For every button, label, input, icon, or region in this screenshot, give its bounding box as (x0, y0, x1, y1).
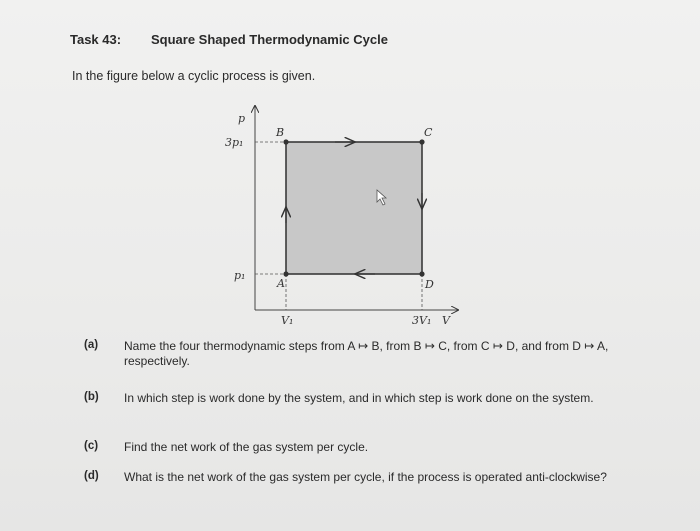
y-axis-label: p (238, 112, 246, 125)
x-tick-v1: V₁ (281, 314, 294, 327)
question-text: In which step is work done by the system, and in which step is work done on the system. (124, 391, 594, 405)
point-a-label: A (277, 277, 285, 290)
question-letter: (c) (84, 440, 99, 452)
pv-diagram-svg (220, 98, 470, 333)
x-axis-label: V (442, 314, 450, 327)
cycle-square (286, 142, 422, 274)
point-d-label: D (425, 278, 434, 291)
question-text: Find the net work of the gas system per cycle. (124, 440, 369, 454)
point-b-label: B (276, 126, 285, 139)
y-tick-p1: p₁ (234, 269, 246, 282)
question-text: Name the four thermodynamic steps from A ↦ B, from B ↦ C, from C ↦ D, and from D ↦ A, respectively. (124, 339, 609, 368)
point-d-marker (419, 271, 424, 276)
task-title: Square Shaped Thermodynamic Cycle (151, 32, 388, 47)
point-b-marker (283, 139, 288, 144)
point-a-marker (283, 271, 288, 276)
question-letter: (d) (84, 470, 99, 482)
y-tick-3p1: 3p₁ (225, 136, 244, 149)
pv-diagram (220, 98, 470, 338)
question-letter: (a) (84, 339, 99, 351)
point-c-marker (419, 139, 424, 144)
task-label: Task 43: (70, 32, 122, 47)
x-tick-3v1: 3V₁ (412, 314, 432, 327)
question-letter: (b) (84, 391, 99, 403)
point-c-label: C (424, 126, 433, 139)
question-text: What is the net work of the gas system per cycle, if the process is operated anti-clockwise? (124, 470, 607, 484)
intro-text: In the figure below a cyclic process is given. (72, 69, 316, 83)
